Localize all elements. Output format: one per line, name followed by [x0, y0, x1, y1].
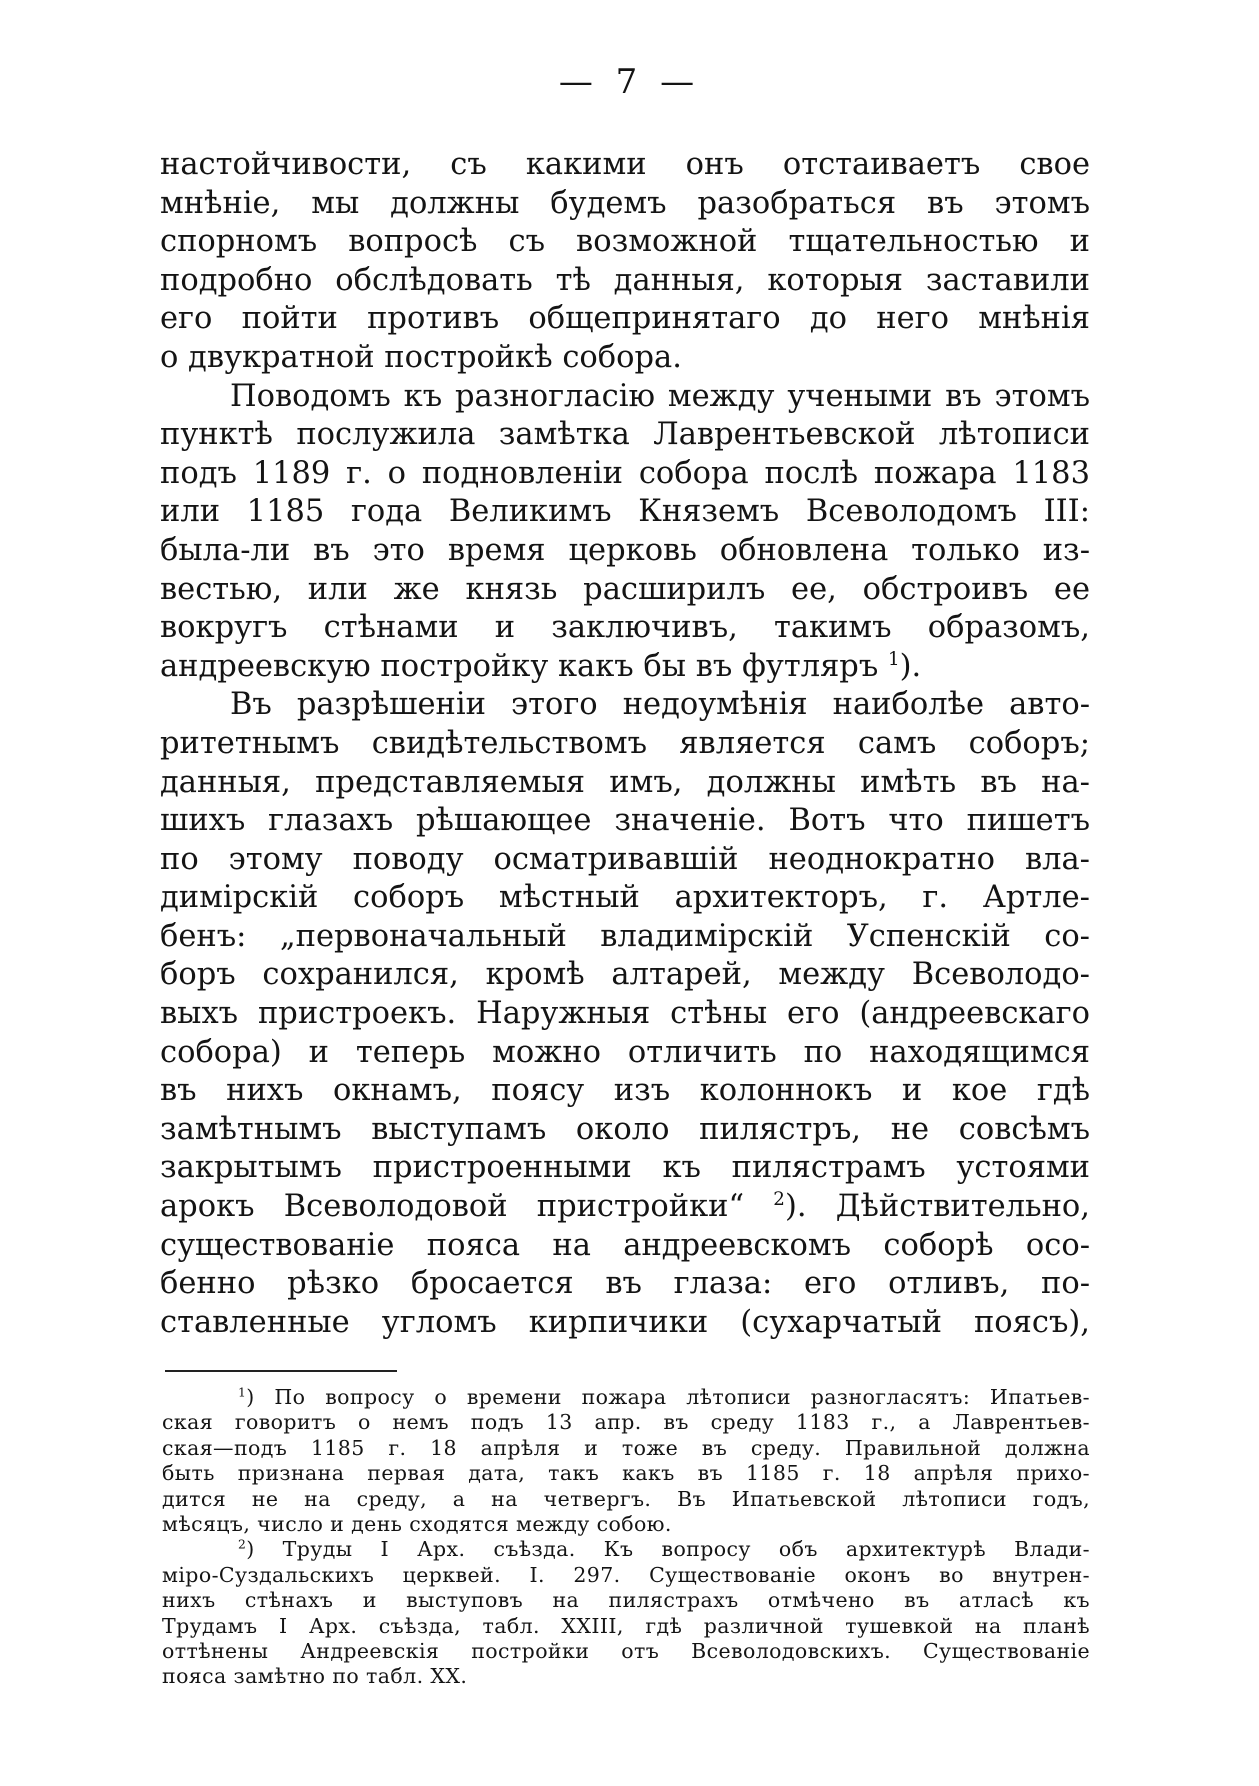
- text-segment: ). Дѣйствительно,: [784, 1189, 1090, 1225]
- footnote-divider: [165, 1370, 397, 1372]
- footnote-line: пояса замѣтно по табл. XX.: [162, 1664, 468, 1689]
- footnote-number: 1: [238, 1385, 247, 1400]
- paragraph-start-line: Въ разрѣшеніи этого недоумѣнія наиболѣе авто-: [230, 687, 1090, 723]
- body-text: [160, 146, 1090, 1342]
- text-line: данныя, представляемыя имъ, должны имѣть въ на-: [160, 764, 1090, 800]
- text-line: мнѣніе, мы должны будемъ разобраться въ этомъ: [160, 185, 1090, 221]
- text-line: димірскій соборъ мѣстный архитекторъ, г. Артле-: [160, 880, 1090, 916]
- text-line: по этому поводу осматривавшій неоднократно вла-: [160, 841, 1090, 877]
- text-line: бенъ: „первоначальный владимірскій Успенскій со-: [160, 918, 1090, 954]
- text-line: выхъ пристроекъ. Наружныя стѣны его (андреевскаго: [160, 996, 1090, 1032]
- text-line: шихъ глазахъ рѣшающее значеніе. Вотъ что пишетъ: [160, 803, 1090, 839]
- text-segment: ) По вопросу о времени пожара лѣтописи разногласятъ: Ипатьев-: [246, 1385, 1090, 1409]
- text-segment: арокъ Всеволодовой пристройки“: [160, 1189, 745, 1225]
- footnote-line: мѣсяцъ, число и день сходятся между собою.: [162, 1512, 672, 1537]
- footnote-line: нихъ стѣнахъ и выступовъ на пилястрахъ отмѣчено въ атласѣ къ: [162, 1588, 1090, 1613]
- text-segment: ) Труды I Арх. съѣзда. Къ вопросу объ архитектурѣ Влади-: [246, 1537, 1090, 1562]
- footnote-ref-marker: 2: [773, 1189, 785, 1211]
- text-segment: андреевскую постройку какъ бы въ футляръ: [160, 648, 879, 684]
- text-line: ритетнымъ свидѣтельствомъ является самъ соборъ;: [160, 725, 1090, 761]
- footnote-start-line: [162, 1537, 1090, 1562]
- footnote-line: ская говоритъ о немъ подъ 13 апр. въ среду 1183 г., а Лаврентьев-: [162, 1410, 1090, 1435]
- text-segment: ).: [899, 648, 922, 684]
- paragraph-start-line: Поводомъ къ разногласію между учеными въ этомъ: [230, 378, 1090, 414]
- footnote-ref-marker: 1: [887, 648, 900, 670]
- footnote-line: міро-Суздальскихъ церквей. I. 297. Существованіе оконъ во внутрен-: [162, 1562, 1090, 1587]
- text-line-footnote-ref: [160, 648, 1090, 687]
- text-line: настойчивости, съ какими онъ отстаиваетъ свое: [160, 147, 1090, 182]
- footnote-line: дится не на среду, а на четвергъ. Въ Ипатьевской лѣтописи годъ,: [162, 1486, 1090, 1511]
- text-line: его пойти противъ общепринятаго до него мнѣнія: [160, 301, 1090, 337]
- text-line: вокругъ стѣнами и заключивъ, такимъ образомъ,: [160, 610, 1090, 646]
- text-line: спорномъ вопросѣ съ возможной тщательностью и: [160, 224, 1090, 260]
- text-line: замѣтнымъ выступамъ около пилястръ, не совсѣмъ: [160, 1111, 1090, 1147]
- text-line: ставленные угломъ кирпичики (сухарчатый поясъ),: [160, 1304, 1090, 1340]
- text-line: существованіе пояса на андреевскомъ соборѣ осо-: [160, 1227, 1090, 1263]
- text-line: или 1185 года Великимъ Княземъ Всеволодомъ III:: [160, 494, 1090, 530]
- text-line: собора) и теперь можно отличить по находящимся: [160, 1034, 1090, 1070]
- text-line: была-ли въ это время церковь обновлена только из-: [160, 532, 1090, 568]
- footnote-number: 2: [238, 1538, 247, 1553]
- footnote-line: Трудамъ I Арх. съѣзда, табл. XXIII, гдѣ различной тушевкой на планѣ: [162, 1613, 1090, 1638]
- footnote-line: оттѣнены Андреевскія постройки отъ Всеволодовскихъ. Существованіе: [162, 1639, 1090, 1664]
- page-number: — 7 —: [558, 62, 701, 102]
- footnote-line: быть признана первая дата, такъ какъ въ 1185 г. 18 апрѣля прихо-: [162, 1461, 1090, 1486]
- footnote-start-line: [162, 1385, 1090, 1410]
- footnotes: [162, 1385, 1090, 1690]
- text-line: подробно обслѣдовать тѣ данныя, которыя заставили: [160, 262, 1090, 298]
- text-line: закрытымъ пристроенными къ пилястрамъ устоями: [160, 1150, 1090, 1186]
- text-line: бенно рѣзко бросается въ глаза: его отливъ, по-: [160, 1266, 1090, 1302]
- text-line: вестью, или же князь расширилъ ее, обстроивъ ее: [160, 571, 1090, 607]
- text-line: боръ сохранился, кромѣ алтарей, между Всеволодо-: [160, 957, 1090, 993]
- footnote-line: ская—подъ 1185 г. 18 апрѣля и тоже въ среду. Правильной должна: [162, 1435, 1090, 1460]
- text-line: пунктѣ послужила замѣтка Лаврентьевской лѣтописи: [160, 417, 1090, 453]
- text-line: въ нихъ окнамъ, поясу изъ колоннокъ и кое гдѣ: [160, 1073, 1090, 1109]
- text-line-footnote-ref: [160, 1188, 1090, 1227]
- text-line: подъ 1189 г. о подновленіи собора послѣ пожара 1183: [160, 455, 1090, 491]
- text-line: о двукратной постройкѣ собора.: [160, 339, 682, 375]
